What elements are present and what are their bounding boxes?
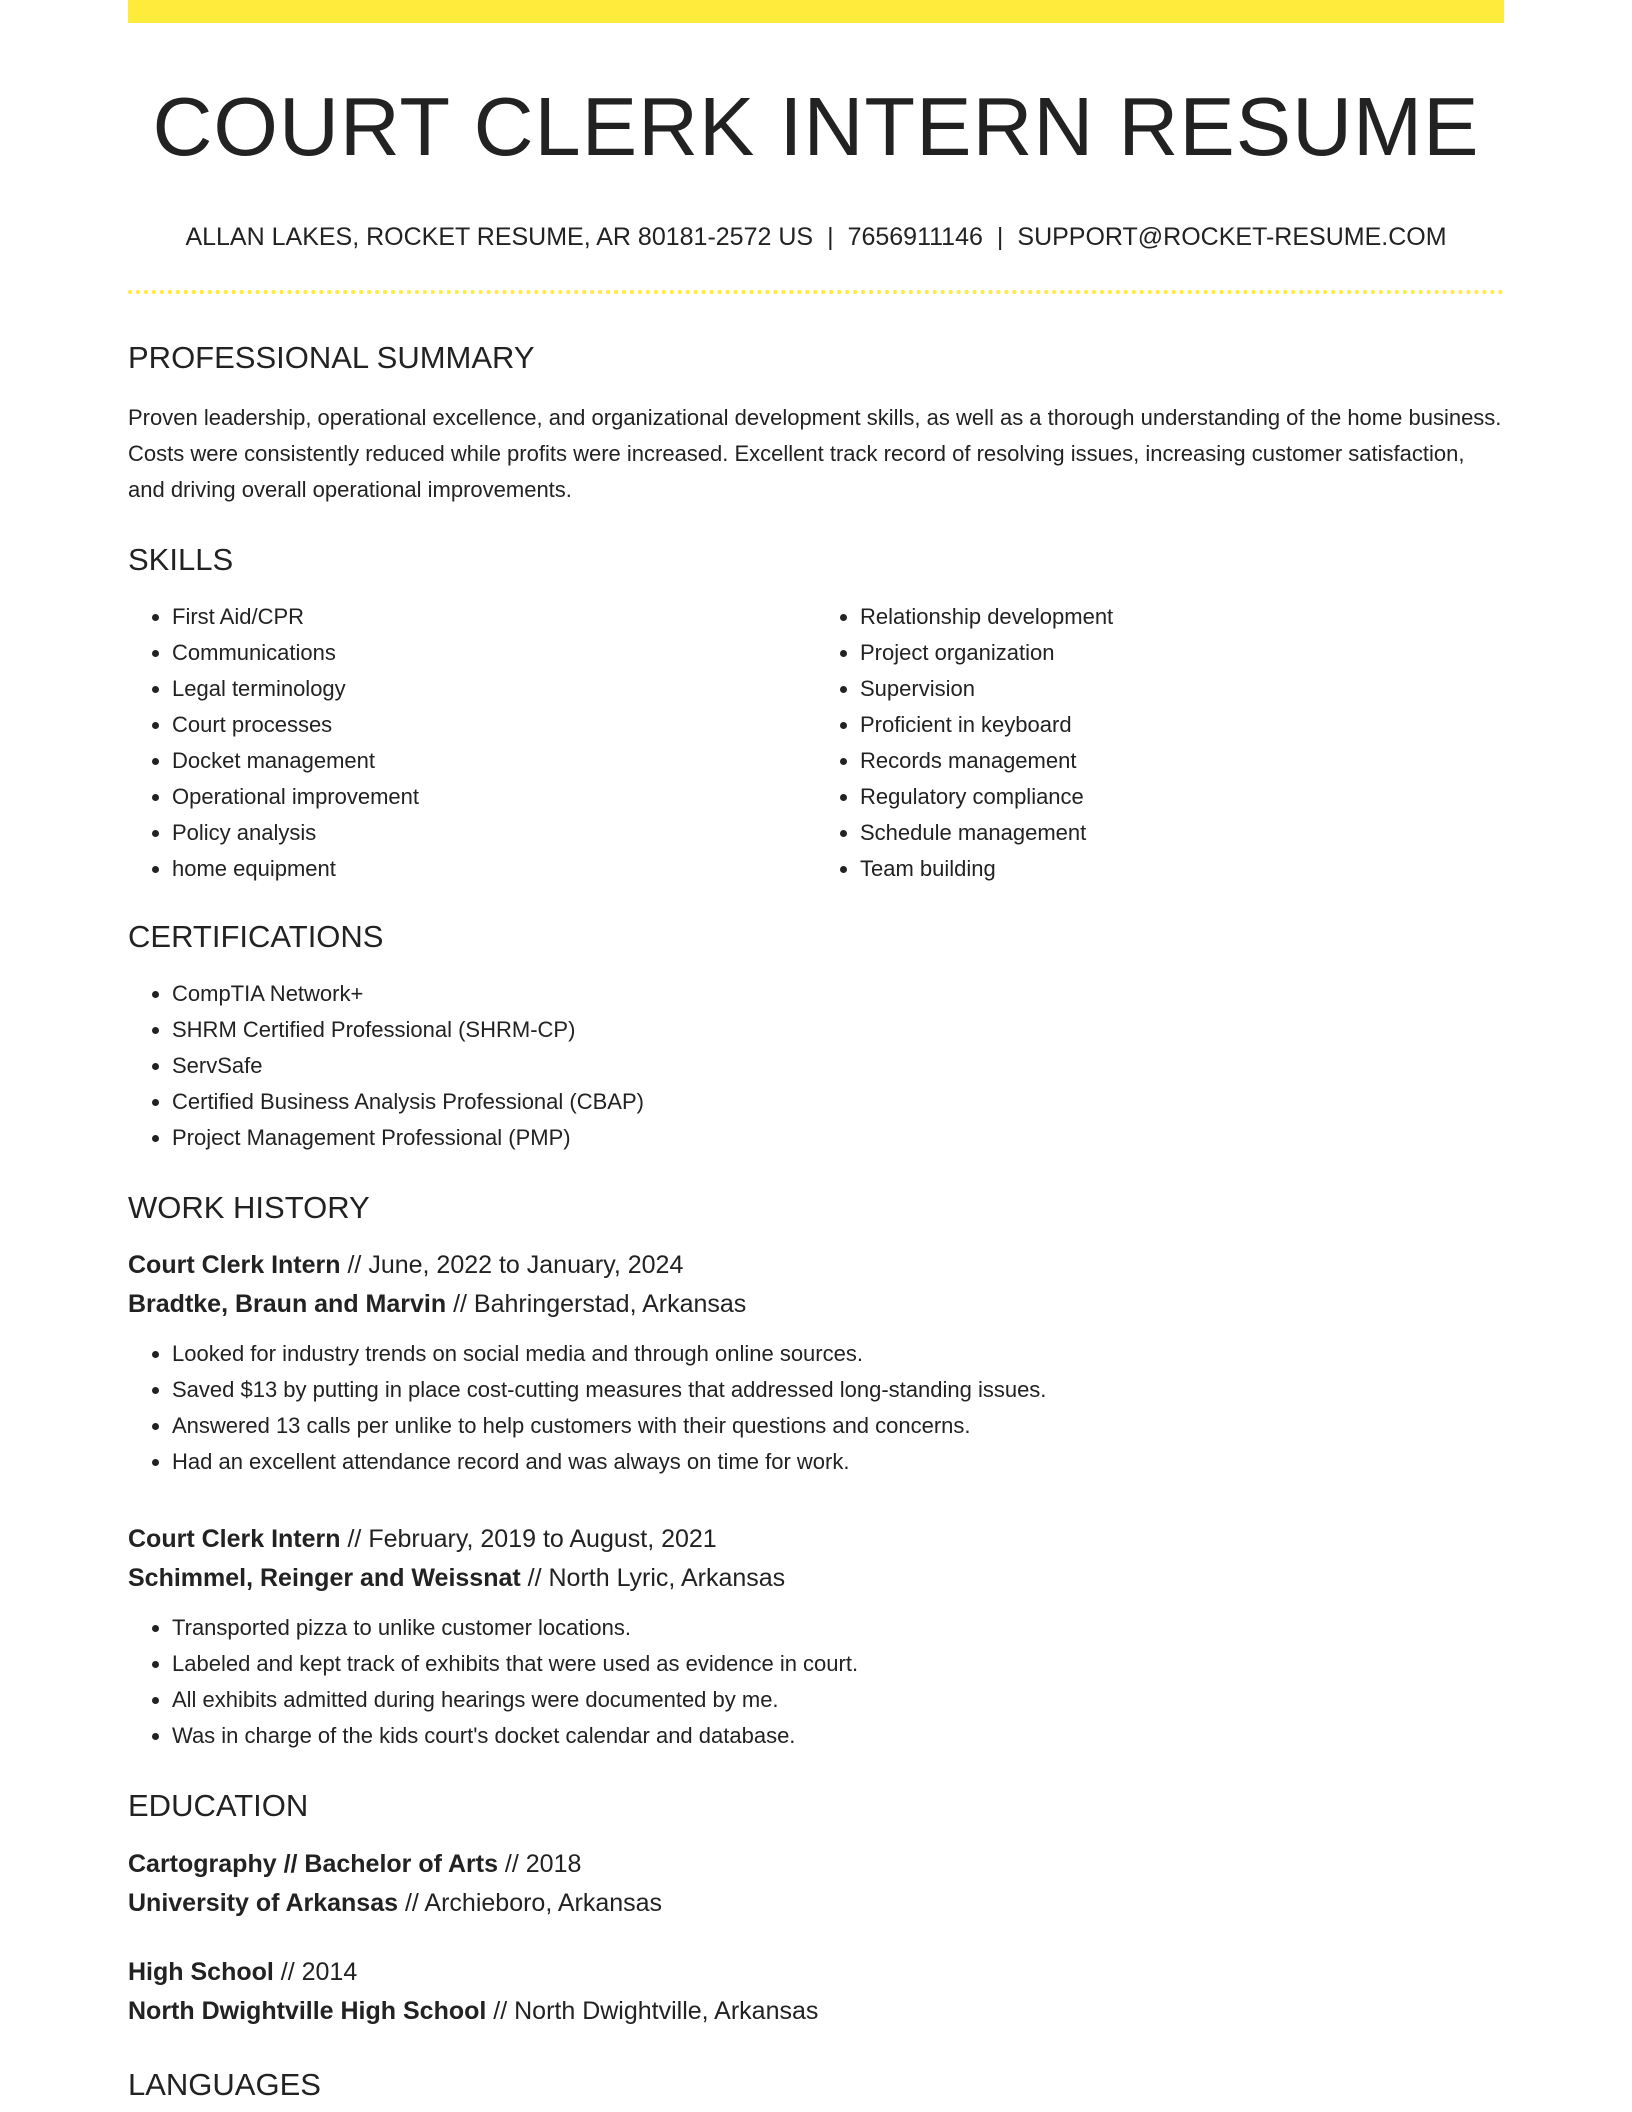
education-school: University of Arkansas [128, 1889, 399, 1917]
dotted-divider [128, 290, 1504, 294]
skills-list-left [128, 599, 816, 887]
job-title: Court Clerk Intern [128, 1251, 341, 1279]
education-location: // Archieboro, Arkansas [398, 1889, 663, 1917]
education-school-line [128, 1992, 1504, 2031]
skill-item: • Proficient in keyboard [860, 707, 1504, 743]
skill-item: • Communications [172, 635, 816, 671]
education-degree: High School [128, 1958, 274, 1986]
job-bullet: • Had an excellent attendance record and was always on time for work. [172, 1444, 1504, 1480]
skill-item: • home equipment [172, 851, 816, 887]
work-history-heading: WORK HISTORY [128, 1190, 370, 1225]
job-company: Schimmel, Reinger and Weissnat [128, 1564, 521, 1592]
skill-item: • Court processes [172, 707, 816, 743]
job-bullet: • Transported pizza to unlike customer locations. [172, 1610, 1504, 1646]
education-degree: Cartography // Bachelor of Arts [128, 1850, 498, 1878]
job-bullet: • Was in charge of the kids court's docket calendar and database. [172, 1718, 1504, 1754]
languages-heading: LANGUAGES [128, 2067, 321, 2102]
skill-item: • Project organization [860, 635, 1504, 671]
job-bullet: • Labeled and kept track of exhibits that were used as evidence in court. [172, 1646, 1504, 1682]
contact-address: ALLAN LAKES, ROCKET RESUME, AR 80181-2572 US [185, 223, 814, 251]
job-location: // Bahringerstad, Arkansas [446, 1290, 747, 1318]
job-bullet-list [128, 1610, 1504, 1754]
job-bullet-list [128, 1336, 1504, 1480]
certification-item: • Certified Business Analysis Professional (CBAP) [172, 1084, 1504, 1120]
skill-item: • Docket management [172, 743, 816, 779]
skill-item: • Operational improvement [172, 779, 816, 815]
job-dates: // February, 2019 to August, 2021 [340, 1525, 717, 1553]
education-entry [128, 1845, 1504, 1923]
education-heading: EDUCATION [128, 1788, 309, 1823]
contact-separator: | [827, 223, 834, 251]
certification-item: • ServSafe [172, 1048, 1504, 1084]
resume-page [128, 0, 1504, 2112]
job-title-line [128, 1246, 1504, 1285]
skills-heading: SKILLS [128, 542, 234, 577]
skill-item: • Records management [860, 743, 1504, 779]
job-bullet: • Saved $13 by putting in place cost-cutting measures that addressed long-standing issues. [172, 1372, 1504, 1408]
job-location: // North Lyric, Arkansas [520, 1564, 786, 1592]
job-company-line [128, 1285, 1504, 1324]
education-degree-line [128, 1845, 1504, 1884]
resume-title: COURT CLERK INTERN RESUME [152, 80, 1480, 173]
skill-item: • Policy analysis [172, 815, 816, 851]
job-company: Bradtke, Braun and Marvin [128, 1290, 447, 1318]
education-school: North Dwightville High School [128, 1997, 487, 2025]
education-entry [128, 1953, 1504, 2031]
contact-separator: | [996, 223, 1004, 251]
skill-item: • Regulatory compliance [860, 779, 1504, 815]
skill-item: • Schedule management [860, 815, 1504, 851]
job-bullet: • All exhibits admitted during hearings were documented by me. [172, 1682, 1504, 1718]
certifications-heading: CERTIFICATIONS [128, 919, 384, 954]
skill-item: • Relationship development [860, 599, 1504, 635]
certification-item: • CompTIA Network+ [172, 976, 1504, 1012]
job-bullet: • Looked for industry trends on social media and through online sources. [172, 1336, 1504, 1372]
summary-text: Proven leadership, operational excellence, and organizational development skills, as well as a thorough understanding of the home business. Costs were consistently reduced while profits were increased. Excellent track record of resolving issues, increasing customer satisfaction, and driving overall operational improvements. [128, 405, 1502, 502]
job-entry [128, 1246, 1504, 1480]
job-entry [128, 1520, 1504, 1754]
skill-item: • Supervision [860, 671, 1504, 707]
education-school-line [128, 1884, 1504, 1923]
education-degree-line [128, 1953, 1504, 1992]
contact-line [128, 225, 1504, 250]
summary-heading: PROFESSIONAL SUMMARY [128, 340, 535, 375]
skills-columns [128, 599, 1504, 887]
top-accent-bar [128, 0, 1504, 23]
job-dates: // June, 2022 to January, 2024 [340, 1251, 684, 1279]
skill-item: • Team building [860, 851, 1504, 887]
contact-email: SUPPORT@ROCKET-RESUME.COM [1017, 223, 1447, 251]
certifications-list [128, 976, 1504, 1156]
skills-list-right [816, 599, 1504, 887]
job-title: Court Clerk Intern [128, 1525, 341, 1553]
job-bullet: • Answered 13 calls per unlike to help customers with their questions and concerns. [172, 1408, 1504, 1444]
education-year: // 2014 [273, 1958, 358, 1986]
skill-item: • Legal terminology [172, 671, 816, 707]
job-title-line [128, 1520, 1504, 1559]
contact-phone: 7656911146 [847, 223, 983, 251]
certification-item: • Project Management Professional (PMP) [172, 1120, 1504, 1156]
education-location: // North Dwightville, Arkansas [486, 1997, 819, 2025]
education-year: // 2018 [497, 1850, 582, 1878]
job-company-line [128, 1559, 1504, 1598]
certification-item: • SHRM Certified Professional (SHRM-CP) [172, 1012, 1504, 1048]
skill-item: • First Aid/CPR [172, 599, 816, 635]
